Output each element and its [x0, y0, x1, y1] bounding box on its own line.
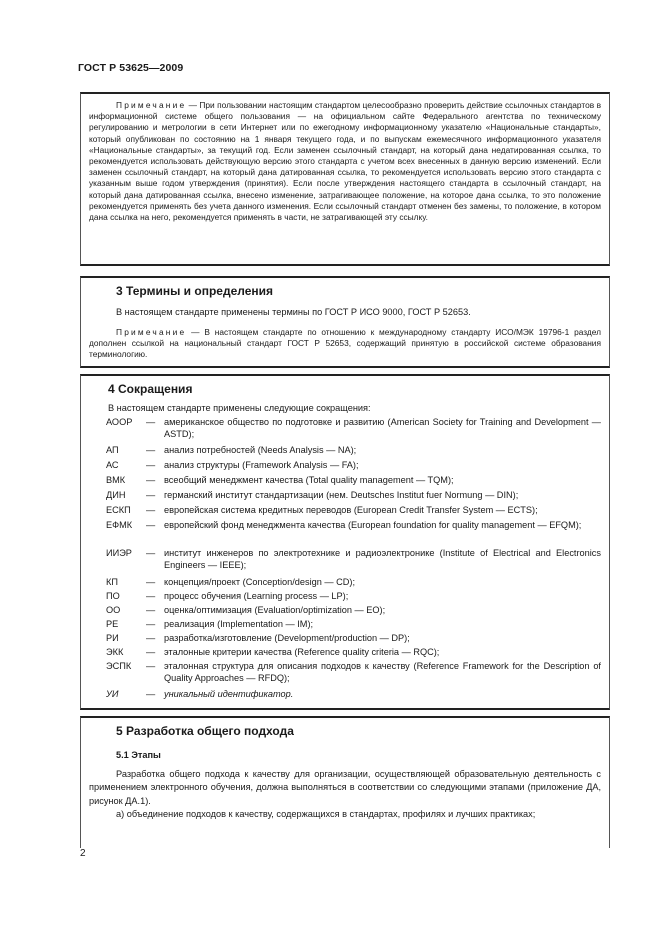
- abbr-desc: германский институт стандартизации (нем. Deutsches Institut fuer Normung — DIN);: [164, 490, 519, 500]
- abbr-dash: —: [146, 647, 156, 657]
- abbr-item: [106, 590, 601, 602]
- section-4-box: [80, 374, 610, 710]
- note-label: Примечание: [116, 100, 187, 110]
- abbr-dash: —: [146, 605, 156, 615]
- abbr-desc: эталонная структура для описания подходов к качеству (Reference Framework for the Description of Quality Approaches — RFDQ);: [164, 661, 601, 684]
- abbr-item: [106, 547, 601, 572]
- abbr-dash: —: [146, 619, 156, 629]
- abbr-code: ИИЭР: [106, 548, 132, 558]
- abbr-code: ЭСПК: [106, 661, 132, 671]
- abbr-code: ВМК: [106, 475, 126, 485]
- abbr-code: РЕ: [106, 619, 119, 629]
- abbr-code: РИ: [106, 633, 119, 643]
- abbr-dash: —: [146, 445, 156, 455]
- abbr-item: [106, 504, 601, 516]
- section-5-box: [80, 716, 610, 848]
- abbr-item: [106, 646, 601, 658]
- abbr-code: ЕФМК: [106, 520, 133, 530]
- abbr-desc: оценка/оптимизация (Evaluation/optimization — EO);: [164, 605, 386, 615]
- abbr-desc: анализ потребностей (Needs Analysis — NA);: [164, 445, 357, 455]
- abbr-item: [106, 474, 601, 486]
- abbr-code: ПО: [106, 591, 120, 601]
- abbr-item: [106, 688, 601, 700]
- abbr-dash: —: [146, 505, 156, 515]
- abbr-item: [106, 489, 601, 501]
- section-3-title: 3 Термины и определения: [116, 284, 274, 298]
- abbr-item: [106, 444, 601, 456]
- section-3-body: В настоящем стандарте применены термины по ГОСТ Р ИСО 9000, ГОСТ Р 52653.: [116, 307, 471, 317]
- page-number: 2: [80, 848, 86, 859]
- section-3-box: [80, 276, 610, 368]
- abbr-item: [106, 618, 601, 630]
- section-5-1-title: 5.1 Этапы: [116, 750, 161, 760]
- section-4-title: 4 Сокращения: [108, 382, 193, 396]
- abbr-item: [106, 632, 601, 644]
- abbr-code: АООР: [106, 417, 133, 427]
- abbr-desc: всеобщий менеджмент качества (Total quality management — TQM);: [164, 475, 454, 485]
- abbr-dash: —: [146, 460, 156, 470]
- section-4-intro: В настоящем стандарте применены следующие сокращения:: [108, 403, 371, 413]
- abbr-item: [106, 576, 601, 588]
- abbr-desc: анализ структуры (Framework Analysis — FA);: [164, 460, 359, 470]
- abbr-desc: реализация (Implementation — IM);: [164, 619, 314, 629]
- abbr-desc: уникальный идентификатор.: [164, 689, 294, 699]
- abbr-item: [106, 660, 601, 685]
- abbr-item: [106, 416, 601, 441]
- abbr-desc: институт инженеров по электротехнике и радиоэлектронике (Institute of Electrical and Electronics Engineers — IEEE);: [164, 548, 601, 571]
- section-5-para-2: а) объединение подходов к качеству, содержащихся в стандартах, профилях и лучших практиках;: [116, 809, 536, 820]
- abbr-item: [106, 459, 601, 471]
- abbr-dash: —: [146, 661, 156, 671]
- abbr-desc: европейский фонд менеджмента качества (European foundation for quality management — EFQM);: [164, 520, 582, 530]
- abbr-code: УИ: [106, 689, 119, 699]
- abbr-dash: —: [146, 577, 156, 587]
- abbr-code: ДИН: [106, 490, 126, 500]
- section-3-note-text: — В настоящем стандарте по отношению к международному стандарту ИСО/МЭК 19796-1 раздел дополнен ссылкой на национальный стандарт ГОСТ Р 52653, содержащий принятую в российской системе образования терминологию.: [89, 326, 601, 359]
- section-3-note: [89, 327, 601, 361]
- abbr-dash: —: [146, 520, 156, 530]
- section-5-para-1: Разработка общего подхода к качеству для организации, осуществляющей образовательную деятельность с применением электронного обучения, должна выполняться в соответствии со следующими этапами (приложение ДА, рисунок ДА.1).: [89, 769, 601, 806]
- abbr-item: [106, 604, 601, 616]
- reference-note: [89, 100, 601, 223]
- abbr-desc: американское общество по подготовке и развитию (American Society for Training and Development — ASTD);: [164, 417, 601, 440]
- abbr-dash: —: [146, 475, 156, 485]
- abbr-desc: концепция/проект (Conception/design — CD);: [164, 577, 355, 587]
- document-header: ГОСТ Р 53625—2009: [78, 62, 184, 74]
- abbr-code: КП: [106, 577, 118, 587]
- reference-note-box: [80, 92, 610, 266]
- abbr-desc: разработка/изготовление (Development/production — DP);: [164, 633, 410, 643]
- note-text: — При пользовании настоящим стандартом целесообразно проверить действие ссылочных стандартов в информационной системе общего пользования — на официальном сайте Федерального агентства по техническому регулированию и метрологии в сети Интернет или по ежегодному информационному указателю «Национальные стандарты», который опубликован по состоянию на 1 января текущего года, и по выпускам ежемесячного информационного указателя «Национальные стандарты», за текущий год. Если заменен ссылочный стандарт, на который дана недатированная ссылка, то рекомендуется использовать действующую версию этого стандарта с учетом всех внесенных в данную версию изменений. Если заменен ссылочный стандарт, на который дана датированная ссылка, то рекомендуется использовать версию этого стандарта с указанным выше годом утверждения (принятия). Если после утверждения настоящего стандарта в ссылочный стандарт, на который дана датированная ссылка, внесено изменение, затрагивающее положение, на которое дана ссылка, то это положение рекомендуется применять без учета данного изменения. Если ссылочный стандарт отменен без замены, то положение, в котором дана ссылка на него, рекомендуется применять в части, не затрагивающей эту ссылку.: [89, 100, 601, 223]
- abbr-dash: —: [146, 490, 156, 500]
- abbr-dash: —: [146, 417, 156, 427]
- abbr-desc: процесс обучения (Learning process — LP);: [164, 591, 349, 601]
- section-5-title: 5 Разработка общего подхода: [116, 724, 294, 738]
- abbr-code: ЕСКП: [106, 505, 131, 515]
- abbr-dash: —: [146, 633, 156, 643]
- abbreviation-list: [106, 402, 601, 702]
- abbr-code: АП: [106, 445, 119, 455]
- section-3-note-label: Примечание: [116, 326, 187, 337]
- abbr-code: ЭКК: [106, 647, 124, 657]
- abbr-dash: —: [146, 591, 156, 601]
- abbr-item: [106, 519, 601, 531]
- abbr-code: ОО: [106, 605, 121, 615]
- abbr-dash: —: [146, 548, 156, 558]
- abbr-desc: европейская система кредитных переводов (European Credit Transfer System — ECTS);: [164, 505, 538, 515]
- abbr-code: АС: [106, 460, 119, 470]
- abbr-dash: —: [146, 689, 156, 699]
- abbr-desc: эталонные критерии качества (Reference quality criteria — RQC);: [164, 647, 440, 657]
